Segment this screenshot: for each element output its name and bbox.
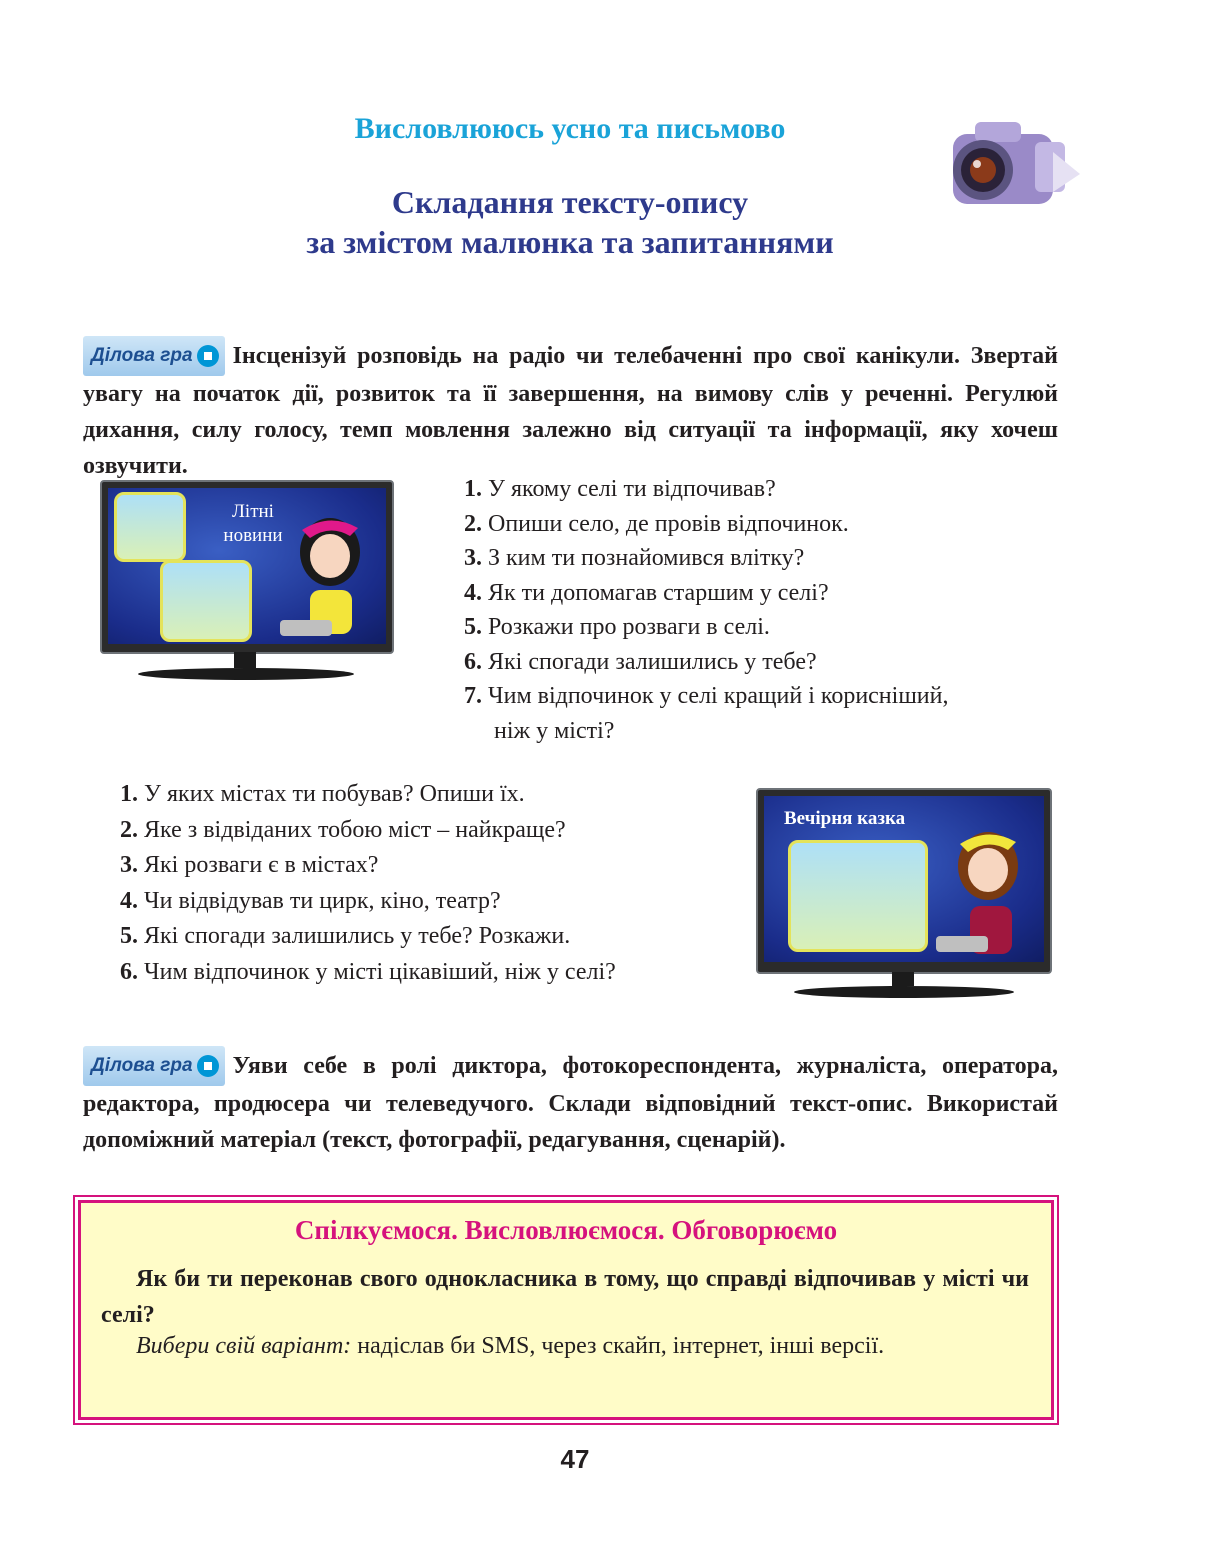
camping-picture (160, 560, 252, 642)
task1 (83, 336, 1058, 484)
main-title-line2: за змістом малюнка та запитаннями (306, 224, 834, 260)
list-item: 4. Чи відвідував ти цирк, кіно, театр? (120, 887, 501, 914)
tv-base (138, 668, 354, 680)
questions-village (464, 472, 1064, 748)
tv-neck (892, 972, 914, 986)
list-item: 6. Які спогади залишились у тебе? (464, 648, 817, 675)
tv-neck (234, 652, 256, 668)
discussion-box (78, 1200, 1054, 1420)
list-item: 5. Розкажи про розваги в селі. (464, 614, 770, 640)
choice-label: Вибери свій варіант: (136, 1333, 352, 1359)
main-title-line1: Складання тексту-опису (391, 184, 749, 220)
tv2-caption: Вечірня казка (784, 808, 906, 829)
main-title (0, 182, 1140, 262)
badge-label: Ділова гра (91, 1055, 193, 1076)
discussion-choice (136, 1333, 1036, 1360)
tv-base (794, 986, 1014, 998)
list-item: 1. У якому селі ти відпочивав? (464, 476, 776, 502)
business-game-badge (83, 336, 225, 376)
tv-summer-news (100, 480, 396, 700)
list-item: 5. Які спогади залишились у тебе? Розкажи. (120, 923, 571, 949)
list-item: 4. Як ти допомагав старшим у селі? (464, 579, 829, 606)
presenter-girl-icon (280, 512, 380, 644)
tv-evening-tale (756, 788, 1056, 1010)
beach-picture (788, 840, 928, 952)
choice-text: надіслав би SMS, через скайп, інтернет, інші версії. (357, 1333, 885, 1359)
tv1-caption: Літні новини (223, 501, 283, 546)
list-item: 7. Чим відпочинок у селі кращий і корисніший, (464, 683, 949, 709)
section-title: Висловлююсь усно та письмово (354, 112, 786, 145)
task1-text: Інсценізуй розповідь на радіо чи телебаченні про свої канікули. Звертай увагу на початок дії, розвиток та її завершення, на вимову слів у реченні. Регулюй дихання, силу голосу, темп мовлення залежно від ситуації та інформації, яку хочеш озвучити. (83, 343, 1058, 479)
list-item: 3. З ким ти познайомився влітку? (464, 545, 805, 571)
presenter-girl-icon (936, 824, 1040, 964)
list-item: 3. Які розваги є в містах? (120, 852, 379, 878)
list-item: 2. Опиши село, де провів відпочинок. (464, 510, 849, 537)
discussion-title: Спілкуємося. Висловлюємося. Обговорюємо (294, 1215, 838, 1245)
list-item: 2. Яке з відвіданих тобою міст – найкраще? (120, 816, 566, 843)
task2-text: Уяви себе в ролі диктора, фотокореспондента, журналіста, оператора, редактора, продюсера чи телеведучого. Склади відповідний текст-опис. Використай допоміжний матеріал (текст, фотографії, редагування, сценарій). (83, 1053, 1058, 1153)
badge-label: Ділова гра (91, 345, 193, 366)
business-game-badge (83, 1046, 225, 1086)
list-item: 6. Чим відпочинок у місті цікавіший, ніж у селі? (120, 958, 616, 985)
questions-city (120, 777, 760, 990)
page-number: 47 (560, 1444, 590, 1474)
task2 (83, 1046, 1058, 1158)
zoo-picture (114, 492, 186, 562)
list-item-continuation: ніж у місті? (494, 717, 615, 744)
badge-dot-icon (197, 345, 219, 367)
badge-dot-icon (197, 1055, 219, 1077)
list-item: 1. У яких містах ти побував? Опиши їх. (120, 781, 525, 807)
discussion-question: Як би ти переконав свого однокласника в тому, що справді відпочивав у місті чи селі? (101, 1266, 1029, 1328)
